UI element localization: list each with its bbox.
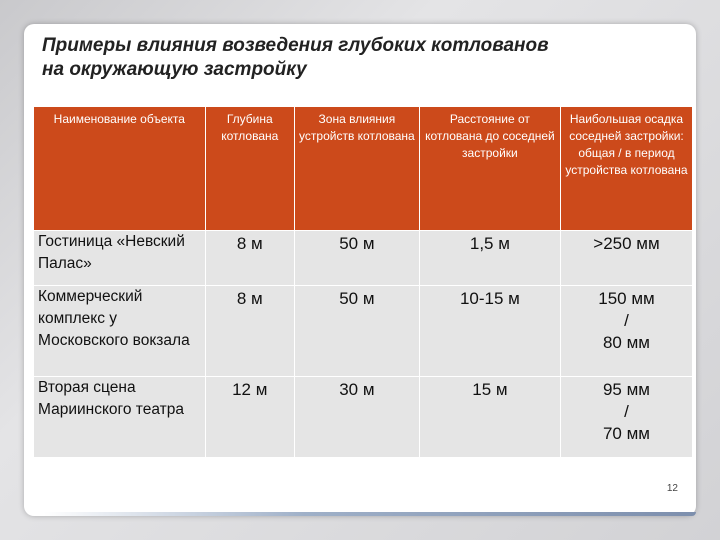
cell-distance: 10-15 м bbox=[420, 285, 561, 376]
table-row bbox=[34, 230, 692, 285]
settlement-line: / bbox=[624, 402, 629, 421]
header-settlement: Наибольшая осадка соседней застройки: общая / в период устройства котлована bbox=[561, 107, 692, 230]
settlement-line: >250 мм bbox=[593, 234, 660, 253]
title-line-2: на окружающую застройку bbox=[42, 59, 307, 80]
excavation-table bbox=[34, 107, 692, 457]
cell-settlement bbox=[561, 285, 692, 376]
slide-title bbox=[42, 34, 682, 82]
settlement-line: 80 мм bbox=[602, 333, 650, 352]
settlement-line: 70 мм bbox=[602, 424, 650, 443]
cell-object-name: Гостиница «Невский Палас» bbox=[34, 230, 206, 285]
title-line-1: Примеры влияния возведения глубоких котлованов bbox=[42, 35, 549, 56]
cell-influence-zone: 50 м bbox=[295, 230, 420, 285]
header-object-name: Наименование объекта bbox=[34, 107, 206, 230]
cell-influence-zone: 50 м bbox=[295, 285, 420, 376]
table-row bbox=[34, 376, 692, 457]
settlement-line: 150 мм bbox=[598, 289, 655, 308]
slide-bottom-accent bbox=[44, 512, 696, 516]
cell-influence-zone: 30 м bbox=[295, 376, 420, 457]
header-influence-zone: Зона влияния устройств котлована bbox=[295, 107, 420, 230]
table-row bbox=[34, 285, 692, 376]
cell-object-name: Вторая сцена Мариинского театра bbox=[34, 376, 206, 457]
table-header-row bbox=[34, 107, 692, 230]
cell-depth: 8 м bbox=[206, 230, 295, 285]
header-distance: Расстояние от котлована до соседней застройки bbox=[420, 107, 561, 230]
cell-distance: 1,5 м bbox=[420, 230, 561, 285]
cell-settlement bbox=[561, 230, 692, 285]
cell-settlement bbox=[561, 376, 692, 457]
page-number: 12 bbox=[666, 483, 678, 494]
slide bbox=[24, 24, 696, 516]
cell-depth: 12 м bbox=[206, 376, 295, 457]
settlement-line: / bbox=[624, 311, 629, 330]
settlement-line: 95 мм bbox=[602, 380, 650, 399]
cell-depth: 8 м bbox=[206, 285, 295, 376]
cell-object-name: Коммерческий комплекс у Московского вокзала bbox=[34, 285, 206, 376]
cell-distance: 15 м bbox=[420, 376, 561, 457]
header-depth: Глубина котлована bbox=[206, 107, 295, 230]
